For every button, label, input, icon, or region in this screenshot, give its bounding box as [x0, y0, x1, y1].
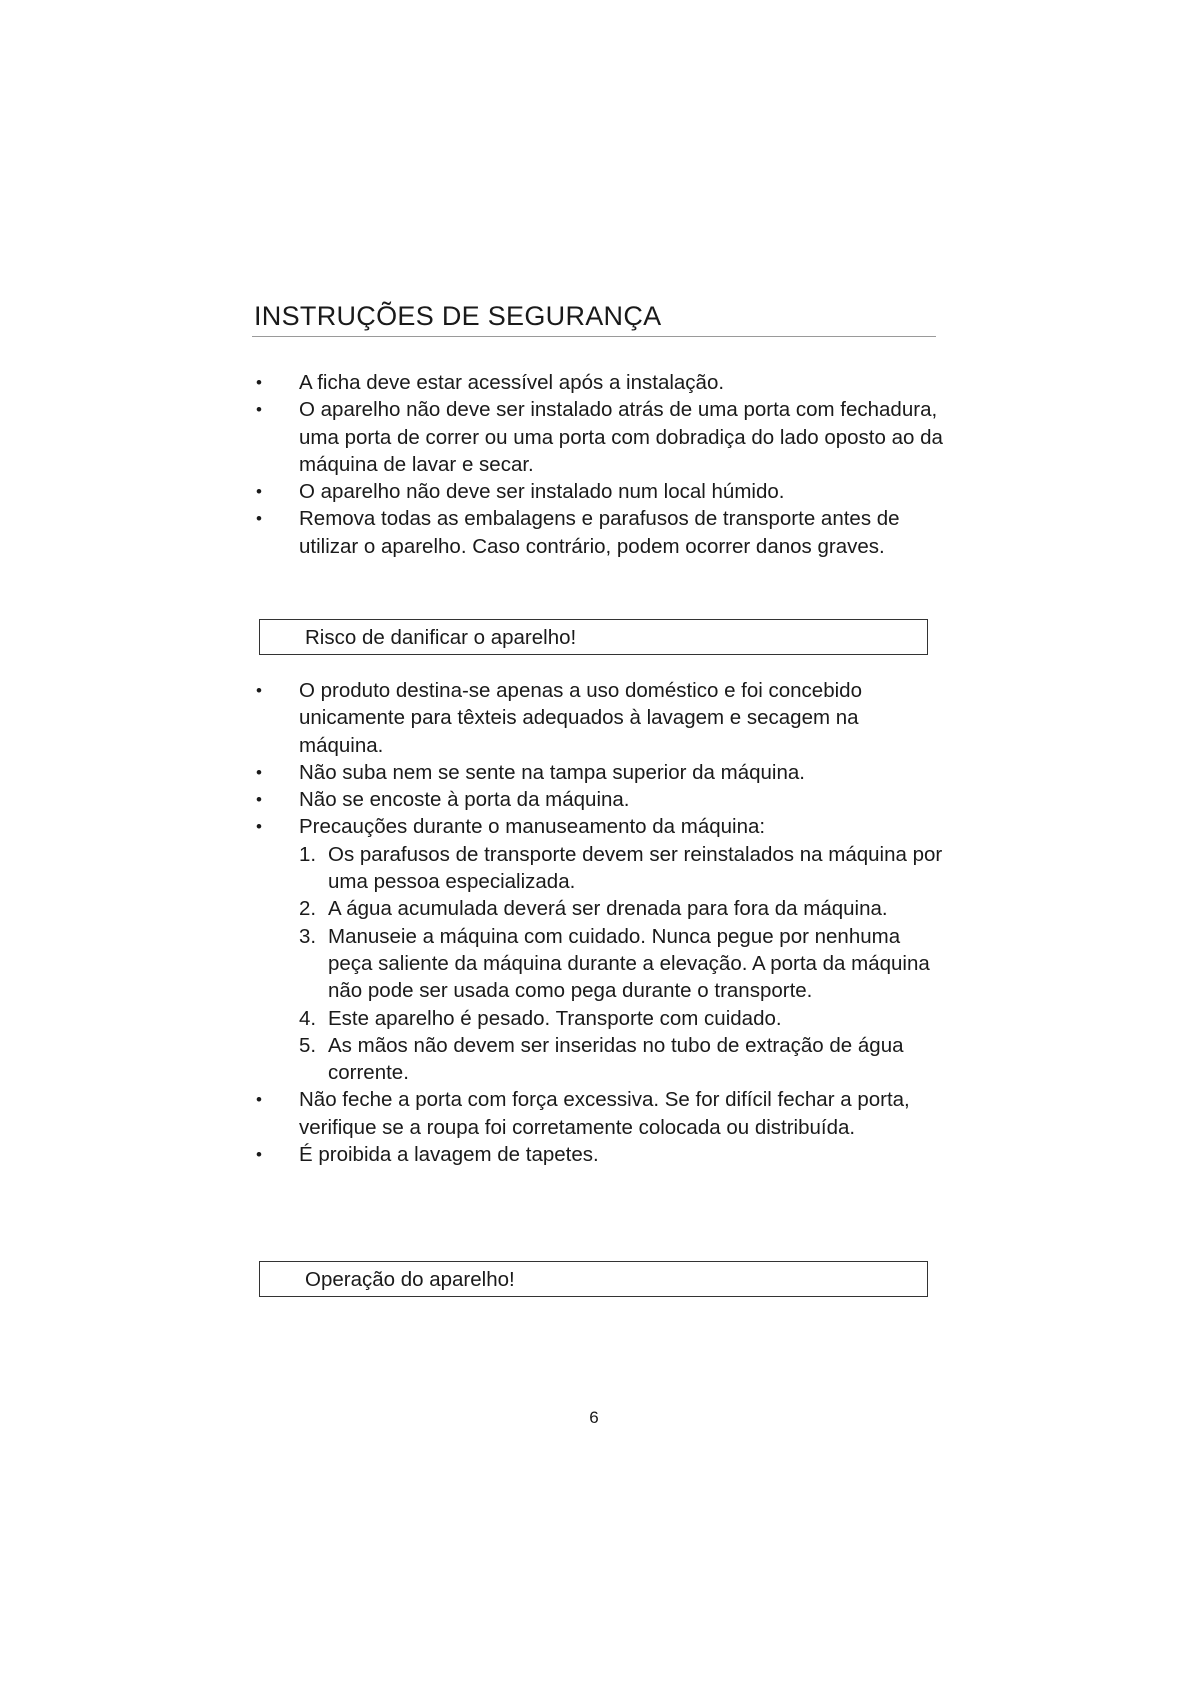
list-item-text: O aparelho não deve ser instalado num local húmido. [299, 480, 785, 504]
list-item [254, 813, 944, 1086]
list-item-text: Não feche a porta com força excessiva. Se for difícil fechar a porta, verifique se a roupa foi corretamente colocada ou distribuída. [299, 1088, 910, 1139]
list-item-text: Não suba nem se sente na tampa superior da máquina. [299, 760, 805, 784]
list-item [254, 677, 944, 759]
notice-appliance-operation [259, 1261, 928, 1297]
list-item [254, 505, 944, 560]
numbered-item-text: As mãos não devem ser inseridas no tubo de extração de água corrente. [328, 1033, 904, 1085]
numbered-item [299, 923, 944, 1005]
numbered-item [299, 841, 944, 896]
bullet-icon: • [256, 400, 262, 420]
bullet-icon: • [256, 509, 262, 529]
list-item [254, 1141, 944, 1168]
item-number: 2. [299, 897, 317, 921]
list-item [254, 786, 944, 813]
list-item-text: A ficha deve estar acessível após a instalação. [299, 371, 725, 394]
item-number: 3. [299, 924, 317, 948]
list-item-text: Remova todas as embalagens e parafusos de transporte antes de utilizar o aparelho. Caso contrário, podem ocorrer danos graves. [299, 507, 900, 558]
safety-list-usage [254, 677, 944, 1168]
item-number: 4. [299, 1006, 317, 1030]
bullet-icon: • [256, 1145, 262, 1165]
list-item-text: O aparelho não deve ser instalado atrás de uma porta com fechadura, uma porta de correr ou uma porta com dobradiça do lado oposto ao da máquina de lavar e secar. [299, 398, 943, 476]
list-item [254, 759, 944, 786]
notice-text: Operação do aparelho! [305, 1268, 515, 1291]
list-item-text: O produto destina-se apenas a uso doméstico e foi concebido unicamente para têxteis adequados à lavagem e secagem na máquina. [299, 679, 862, 757]
list-item [254, 478, 944, 505]
bullet-icon: • [256, 790, 262, 810]
list-item-text: Precauções durante o manuseamento da máquina: [299, 815, 766, 839]
list-item [254, 369, 944, 396]
list-item [254, 396, 944, 478]
safety-list-general [254, 369, 944, 560]
list-item-text: Não se encoste à porta da máquina. [299, 788, 630, 812]
numbered-item [299, 1032, 944, 1087]
bullet-icon: • [256, 762, 262, 782]
notice-risk-damage [259, 619, 928, 655]
numbered-item [299, 895, 944, 922]
list-item-text: É proibida a lavagem de tapetes. [299, 1143, 599, 1167]
notice-text: Risco de danificar o aparelho! [305, 626, 577, 649]
item-number: 5. [299, 1033, 317, 1057]
list-item [254, 1086, 944, 1141]
page-number: 6 [589, 1408, 599, 1427]
page-title: INSTRUÇÕES DE SEGURANÇA [254, 301, 662, 331]
bullet-icon: • [256, 817, 262, 837]
numbered-item [299, 1005, 944, 1032]
bullet-icon: • [256, 373, 262, 392]
title-divider [252, 336, 936, 337]
bullet-icon: • [256, 1090, 262, 1110]
numbered-item-text: Este aparelho é pesado. Transporte com cuidado. [328, 1006, 782, 1030]
numbered-item-text: Manuseie a máquina com cuidado. Nunca pegue por nenhuma peça saliente da máquina durante a elevação. A porta da máquina não pode ser usada como pega durante o transporte. [328, 924, 930, 1003]
numbered-item-text: A água acumulada deverá ser drenada para fora da máquina. [328, 897, 888, 921]
item-number: 1. [299, 842, 317, 866]
numbered-item-text: Os parafusos de transporte devem ser reinstalados na máquina por uma pessoa especializada. [328, 842, 943, 894]
precautions-list [299, 841, 944, 1087]
bullet-icon: • [256, 681, 262, 700]
bullet-icon: • [256, 482, 262, 502]
